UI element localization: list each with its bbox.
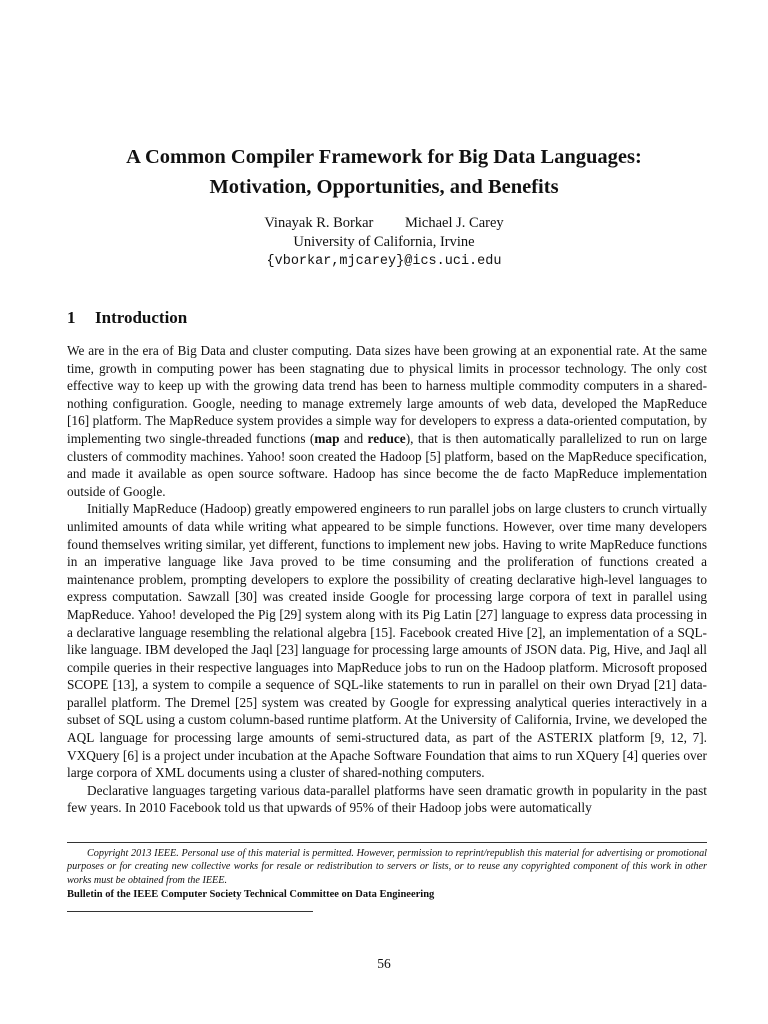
author-names [60,214,708,233]
title-line-1: A Common Compiler Framework for Big Data Languages: [126,146,642,168]
title-line-2: Motivation, Opportunities, and Benefits [209,176,559,198]
section-number: 1 [67,308,76,327]
bulletin-line: Bulletin of the IEEE Computer Society Technical Committee on Data Engineering [67,889,435,900]
bulletin-rule [67,911,313,912]
copyright-footnote [67,847,707,887]
footnote-rule [67,842,707,843]
copyright-text: Copyright 2013 IEEE. Personal use of this material is permitted. However, permission to reprint/republish this material for advertising or promotional purposes or for creating new collective works for resale or redistribution to servers or lists, or to reuse any copyrighted component of this work in other works must be obtained from the IEEE. [67,848,707,886]
paragraph-1-and: and [339,430,368,446]
affiliation: University of California, Irvine [293,234,475,250]
paragraph-1-text-b: ), that is then automatically parallelized to run on large clusters of commodity machines. Yahoo! soon created the Hadoop [5] platform, based on the MapReduce specification, and made it available as open source software. Hadoop has since become the de facto MapReduce implementation outside of Google. [67,430,707,499]
author-block [60,214,708,271]
section-heading [67,306,187,330]
author-1: Vinayak R. Borkar [264,215,374,231]
body-text [67,342,707,817]
page-number: 56 [377,956,391,971]
paragraph-1-text-a: We are in the era of Big Data and cluster computing. Data sizes have been growing at an exponential rate. At the same time, growth in computing power has been stagnating due to physical limits in processor technology. The only cost effective way to keep up with the growing data trend has been to harness multiple commodity computers in a shared-nothing configuration. Google, needing to manage extremely large amounts of web data, developed the MapReduce [16] platform. The MapReduce system provides a simple way for developers to express a data-oriented computation, by implementing two single-threaded functions ( [67,343,707,446]
section-title: Introduction [95,308,188,327]
author-2: Michael J. Carey [405,215,504,231]
paragraph-3: Declarative languages targeting various data-parallel platforms have seen dramatic growth in popularity in the past few years. In 2010 Facebook told us that upwards of 95% of their Hadoop jobs were automatically [67,782,707,816]
paper-title [60,142,708,202]
author-email: {vborkar,mjcarey}@ics.uci.edu [266,254,502,269]
paragraph-1 [67,342,707,500]
term-map: map [314,430,340,446]
paragraph-2: Initially MapReduce (Hadoop) greatly empowered engineers to run parallel jobs on large clusters to crunch virtually unlimited amounts of data while writing what appeared to be simple functions. However, over time many developers found themselves writing similar, yet different, functions to implement new jobs. Having to write MapReduce functions in an imperative language like Java proved to be time consuming and the proliferation of functions created a maintenance problem, prompting developers to explore the possibility of creating declarative high-level languages to express computation. Sawzall [30] was created inside Google for processing large corpora of text in parallel using MapReduce. Yahoo! developed the Pig [29] system along with its Pig Latin [27] language to express data processing in a declarative language resembling the relational algebra [15]. Facebook created Hive [2], an implementation of a SQL-like language. IBM developed the Jaql [23] language for processing large amounts of JSON data. Pig, Hive, and Jaql all compile queries in their respective languages into MapReduce jobs to run on the Hadoop platform. Microsoft proposed SCOPE [13], a system to compile a sequence of SQL-like statements to run in parallel on their own Dryad [21] data-parallel platform. The Dremel [25] system was created by Google for expressing analytical queries interactively in a subset of SQL using a custom column-based runtime platform. At the University of California, Irvine, we developed the AQL language for processing large amounts of semi-structured data, as part of the ASTERIX platform [9, 12, 7]. VXQuery [6] is a project under incubation at the Apache Software Foundation that aims to run XQuery [4] queries over large corpora of XML documents using a cluster of shared-nothing computers. [67,501,707,781]
term-reduce: reduce [367,430,406,446]
